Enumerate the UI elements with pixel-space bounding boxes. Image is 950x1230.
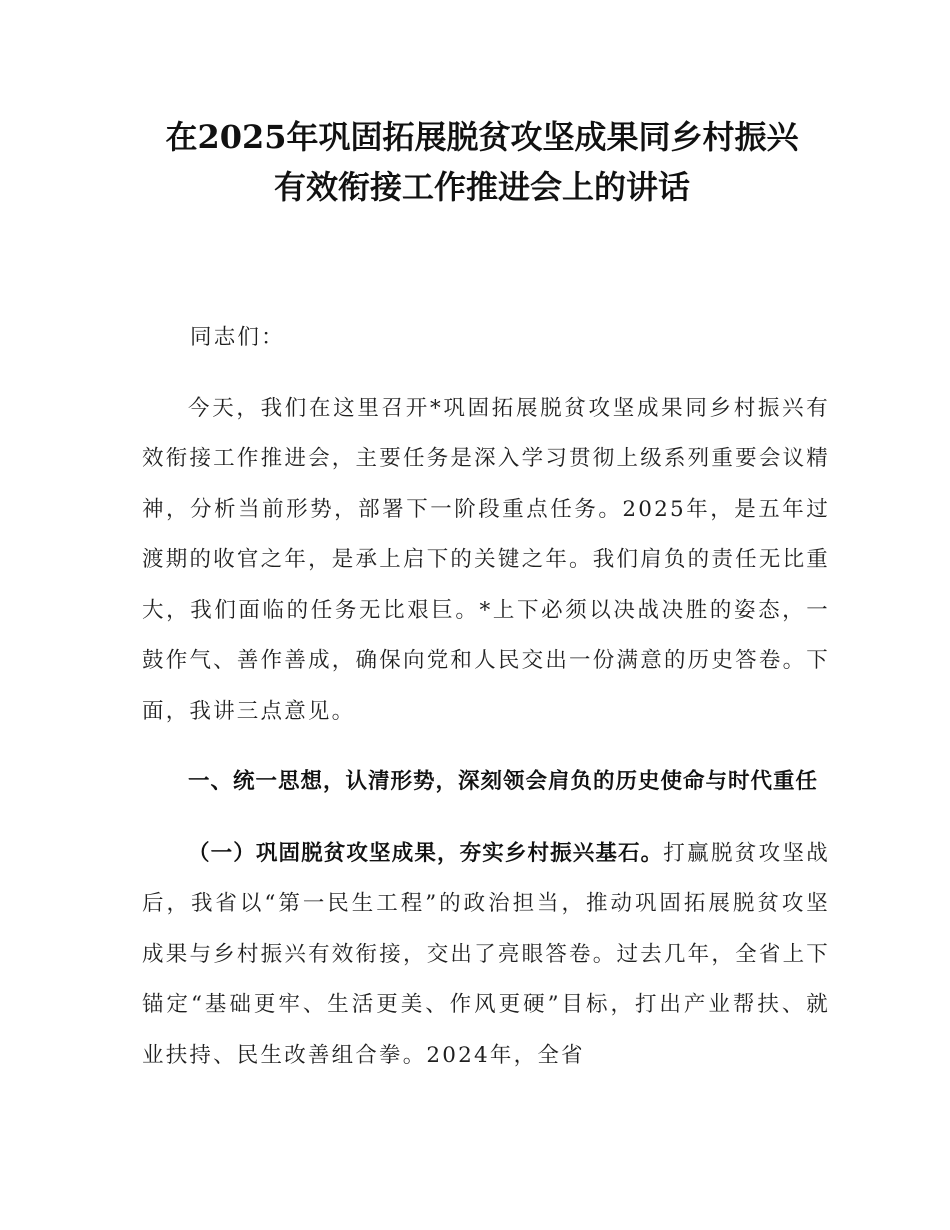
subsection-1-paragraph [142,829,830,1082]
intro-paragraph: 今天，我们在这里召开*巩固拓展脱贫攻坚成果同乡村振兴有效衔接工作推进会，主要任务是深入学习贯彻上级系列重要会议精神，分析当前形势，部署下一阶段重点任务。2025年，是五年过渡期的收官之年，是承上启下的关键之年。我们肩负的责任无比重大，我们面临的任务无比艰巨。*上下必须以决战决胜的姿态，一鼓作气、善作善成，确保向党和人民交出一份满意的历史答卷。下面，我讲三点意见。 [142,395,830,724]
subsection-1-text: 打赢脱贫攻坚战后，我省以“第一民生工程”的政治担当，推动巩固拓展脱贫攻坚成果与乡村振兴有效衔接，交出了亮眼答卷。过去几年，全省上下锚定“基础更牢、生活更美、作风更硬”目标，打出产业帮扶、就业扶持、民生改善组合拳。2024年，全省 [142,840,830,1068]
title-line-2: 有效衔接工作推进会上的讲话 [273,168,690,206]
section-1-heading: 一、统一思想，认清形势，深刻领会肩负的历史使命与时代重任 [188,769,819,794]
document-title [134,112,830,212]
title-line-1: 在2025年巩固拓展脱贫攻坚成果同乡村振兴 [165,118,799,156]
greeting: 同志们： [190,325,285,350]
subsection-1-lead: （一）巩固脱贫攻坚成果，夯实乡村振兴基石。 [188,840,664,866]
